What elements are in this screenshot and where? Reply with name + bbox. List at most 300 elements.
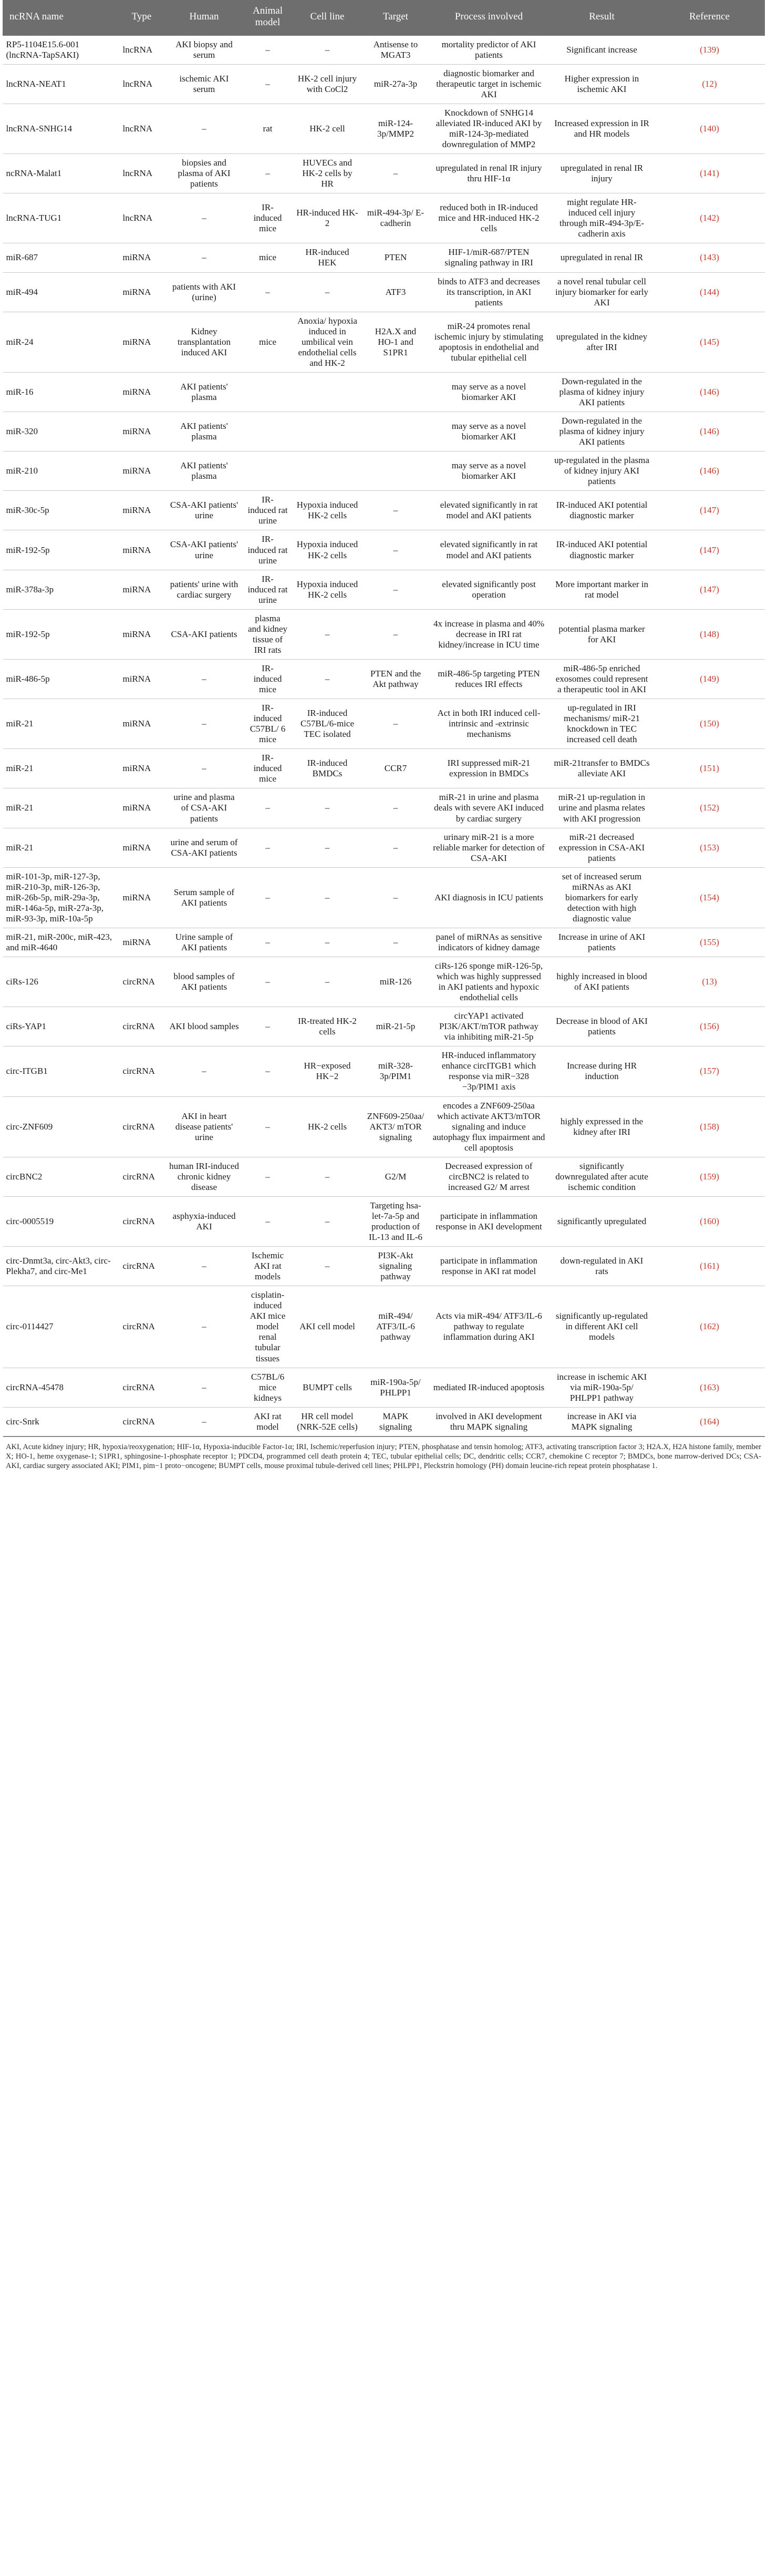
cell-target: Targeting hsa-let-7a-5p and production of IL-13 and IL-6 [363, 1196, 429, 1246]
cell-human: human IRI-induced chronic kidney disease [165, 1157, 244, 1196]
cell-human: biopsies and plasma of AKI patients [165, 154, 244, 193]
cell-type: circRNA [119, 1368, 165, 1407]
table-row [3, 749, 765, 788]
table-row [3, 659, 765, 699]
cell-animal-model: IR-induced rat urine [244, 570, 292, 609]
cell-animal-model: – [244, 788, 292, 828]
cell-target: G2/M [363, 1157, 429, 1196]
cell-reference[interactable]: (142) [655, 193, 765, 243]
cell-human: – [165, 243, 244, 272]
cell-target: ZNF609-250aa/ AKT3/ mTOR signaling [363, 1096, 429, 1157]
cell-type: circRNA [119, 1247, 165, 1286]
cell-process: encodes a ZNF609-250aa which activate AKT3/mTOR signaling and induce autophagy flux impairment and cell apoptosis [429, 1096, 550, 1157]
table-footnote: AKI, Acute kidney injury; HR, hypoxia/reoxygenation; HIF-1α, Hypoxia-inducible Factor-1α; IRI, Ischemic/reperfusion injury; PTEN, phosphatase and tensin homolog; ATF3, activating transcription factor 3; H2A.X, H2A histone family, member X; HO-1, heme oxygenase-1; S1PR1, sphingosine-1-phosphate receptor 1; PDCD4, programmed cell death protein 4; TEC, tubular epithelial cells; DC, dendritic cells; CCR7, chemokine C receptor 7; BMDCs, bone marrow-derived DCs; CSA-AKI, cardiac surgery associated AKI; PIM1, pim−1 proto−oncogene; BUMPT cells, mouse proximal tubule-derived cell lines; PHLPP1, Pleckstrin homology (PH) domain leucine-rich repeat protein phosphatase 1. [6, 1442, 761, 1471]
cell-ncrna-name: circ-0114427 [3, 1286, 119, 1368]
cell-human: CSA-AKI patients [165, 609, 244, 659]
cell-reference[interactable]: (147) [655, 530, 765, 570]
cell-reference[interactable]: (143) [655, 243, 765, 272]
cell-type: miRNA [119, 867, 165, 928]
cell-result: up-regulated in IRI mechanisms/ miR-21 knockdown in TEC increased cell death [550, 699, 655, 749]
cell-process: mortality predictor of AKI patients [429, 35, 550, 64]
cell-animal-model: – [244, 1157, 292, 1196]
cell-target: PTEN and the Akt pathway [363, 659, 429, 699]
cell-cell-line: Anoxia/ hypoxia induced in umbilical vein endothelial cells and HK-2 [292, 312, 363, 372]
cell-ncrna-name: lncRNA-NEAT1 [3, 64, 119, 104]
cell-reference[interactable]: (12) [655, 64, 765, 104]
cell-process: circYAP1 activated PI3K/AKT/mTOR pathway via inhibiting miR-21-5p [429, 1007, 550, 1046]
cell-ncrna-name: miR-16 [3, 372, 119, 412]
cell-cell-line: HK-2 cell [292, 104, 363, 153]
cell-type: circRNA [119, 1407, 165, 1436]
table-row [3, 154, 765, 193]
cell-ncrna-name: lncRNA-SNHG14 [3, 104, 119, 153]
cell-process: Act in both IRI induced cell-intrinsic and -extrinsic mechanisms [429, 699, 550, 749]
cell-animal-model: IR-induced mice [244, 193, 292, 243]
header-target: Target [363, 1, 429, 36]
cell-reference[interactable]: (151) [655, 749, 765, 788]
table-row [3, 699, 765, 749]
cell-human: Serum sample of AKI patients [165, 867, 244, 928]
cell-animal-model: cisplatin-induced AKI mice model renal tubular tissues [244, 1286, 292, 1368]
table-row [3, 412, 765, 451]
cell-process: may serve as a novel biomarker AKI [429, 451, 550, 491]
cell-result: a novel renal tubular cell injury biomarker for early AKI [550, 272, 655, 312]
cell-animal-model [244, 412, 292, 451]
cell-human: AKI biopsy and serum [165, 35, 244, 64]
cell-target: MAPK signaling [363, 1407, 429, 1436]
cell-ncrna-name: circ-Snrk [3, 1407, 119, 1436]
cell-result: highly increased in blood of AKI patients [550, 957, 655, 1007]
cell-ncrna-name: miR-101-3p, miR-127-3p, miR-210-3p, miR-126-3p, miR-26b-5p, miR-29a-3p, miR-146a-5p, miR-27a-3p, miR-93-3p, miR-10a-5p [3, 867, 119, 928]
cell-type: miRNA [119, 609, 165, 659]
cell-result: might regulate HR-induced cell injury through miR-494-3p/E-cadherin axis [550, 193, 655, 243]
table-row [3, 1196, 765, 1246]
cell-animal-model: – [244, 1046, 292, 1096]
cell-target: – [363, 788, 429, 828]
cell-process: IRI suppressed miR-21 expression in BMDCs [429, 749, 550, 788]
cell-animal-model: – [244, 828, 292, 867]
cell-animal-model: – [244, 35, 292, 64]
cell-process: diagnostic biomarker and therapeutic target in ischemic AKI [429, 64, 550, 104]
cell-reference[interactable]: (156) [655, 1007, 765, 1046]
cell-animal-model: C57BL/6 mice kidneys [244, 1368, 292, 1407]
cell-cell-line: BUMPT cells [292, 1368, 363, 1407]
cell-type: circRNA [119, 1007, 165, 1046]
cell-ncrna-name: miR-21 [3, 749, 119, 788]
cell-type: miRNA [119, 272, 165, 312]
cell-target: – [363, 491, 429, 530]
table-row [3, 957, 765, 1007]
cell-cell-line: AKI cell model [292, 1286, 363, 1368]
cell-human: asphyxia-induced AKI [165, 1196, 244, 1246]
table-row [3, 193, 765, 243]
cell-type: miRNA [119, 570, 165, 609]
cell-result: highly expressed in the kidney after IRI [550, 1096, 655, 1157]
cell-cell-line: HR-induced HK-2 [292, 193, 363, 243]
cell-cell-line: IR-induced C57BL/6-mice TEC isolated [292, 699, 363, 749]
cell-target: – [363, 867, 429, 928]
cell-cell-line: HK-2 cell injury with CoCl2 [292, 64, 363, 104]
cell-human: CSA-AKI patients' urine [165, 491, 244, 530]
table-body [3, 35, 765, 1436]
cell-result: miR-486-5p enriched exosomes could represent a therapeutic tool in AKI [550, 659, 655, 699]
cell-human: patients with AKI (urine) [165, 272, 244, 312]
table-row [3, 451, 765, 491]
cell-cell-line: – [292, 788, 363, 828]
cell-human: AKI in heart disease patients' urine [165, 1096, 244, 1157]
table-row [3, 1407, 765, 1436]
cell-animal-model: IR-induced rat urine [244, 491, 292, 530]
table-row [3, 928, 765, 957]
header-type: Type [119, 1, 165, 36]
cell-process: urinary miR-21 is a more reliable marker for detection of CSA-AKI [429, 828, 550, 867]
cell-reference[interactable]: (162) [655, 1286, 765, 1368]
header-human: Human [165, 1, 244, 36]
cell-reference[interactable]: (149) [655, 659, 765, 699]
cell-ncrna-name: circ-ITGB1 [3, 1046, 119, 1096]
cell-ncrna-name: miR-486-5p [3, 659, 119, 699]
cell-reference[interactable]: (152) [655, 788, 765, 828]
cell-animal-model: plasma and kidney tissue of IRI rats [244, 609, 292, 659]
cell-process: elevated significantly in rat model and AKI patients [429, 491, 550, 530]
cell-human: – [165, 749, 244, 788]
cell-target: – [363, 828, 429, 867]
cell-cell-line: HK-2 cells [292, 1096, 363, 1157]
header-ncrna-name: ncRNA name [3, 1, 119, 36]
header-reference: Reference [655, 1, 765, 36]
table-row [3, 372, 765, 412]
cell-result: significantly up-regulated in different AKI cell models [550, 1286, 655, 1368]
cell-type: circRNA [119, 1157, 165, 1196]
cell-result: increase in AKI via MAPK signaling [550, 1407, 655, 1436]
cell-type: circRNA [119, 1096, 165, 1157]
cell-process: may serve as a novel biomarker AKI [429, 412, 550, 451]
cell-reference[interactable]: (139) [655, 35, 765, 64]
cell-type: circRNA [119, 957, 165, 1007]
cell-type: lncRNA [119, 64, 165, 104]
cell-process: Knockdown of SNHG14 alleviated IR-induced AKI by miR-124-3p-mediated downregulation of MMP2 [429, 104, 550, 153]
cell-reference[interactable]: (150) [655, 699, 765, 749]
cell-cell-line: – [292, 272, 363, 312]
cell-type: lncRNA [119, 35, 165, 64]
cell-ncrna-name: miR-378a-3p [3, 570, 119, 609]
table-row [3, 570, 765, 609]
cell-target: – [363, 699, 429, 749]
cell-type: miRNA [119, 243, 165, 272]
cell-ncrna-name: circ-0005519 [3, 1196, 119, 1246]
header-result: Result [550, 1, 655, 36]
cell-cell-line: – [292, 828, 363, 867]
cell-type: miRNA [119, 530, 165, 570]
cell-type: miRNA [119, 828, 165, 867]
table-row [3, 35, 765, 64]
cell-target: miR-126 [363, 957, 429, 1007]
cell-cell-line: Hypoxia induced HK-2 cells [292, 530, 363, 570]
cell-ncrna-name: RP5-1104E15.6-001 (lncRNA-TapSAKI) [3, 35, 119, 64]
table-row [3, 1286, 765, 1368]
cell-reference[interactable]: (161) [655, 1247, 765, 1286]
cell-type: circRNA [119, 1286, 165, 1368]
cell-ncrna-name: circ-Dnmt3a, circ-Akt3, circ-Plekha7, and circ-Me1 [3, 1247, 119, 1286]
table-row [3, 1046, 765, 1096]
cell-target [363, 372, 429, 412]
cell-target: miR-27a-3p [363, 64, 429, 104]
cell-animal-model: IR-induced rat urine [244, 530, 292, 570]
cell-human: – [165, 1247, 244, 1286]
cell-ncrna-name: miR-30c-5p [3, 491, 119, 530]
cell-human: CSA-AKI patients' urine [165, 530, 244, 570]
cell-target: miR-494-3p/ E-cadherin [363, 193, 429, 243]
cell-target: – [363, 530, 429, 570]
cell-human: – [165, 1286, 244, 1368]
table-row [3, 828, 765, 867]
cell-process: HIF-1/miR-687/PTEN signaling pathway in IRI [429, 243, 550, 272]
cell-process: Acts via miR-494/ ATF3/IL-6 pathway to regulate inflammation during AKI [429, 1286, 550, 1368]
cell-cell-line [292, 412, 363, 451]
cell-ncrna-name: miR-21 [3, 788, 119, 828]
cell-human: urine and serum of CSA-AKI patients [165, 828, 244, 867]
cell-human: – [165, 1368, 244, 1407]
cell-process: HR-induced inflammatory enhance circITGB1 which response via miR−328 −3p/PIM1 axis [429, 1046, 550, 1096]
cell-ncrna-name: miR-192-5p [3, 609, 119, 659]
cell-human: AKI patients' plasma [165, 372, 244, 412]
cell-ncrna-name: circ-ZNF609 [3, 1096, 119, 1157]
cell-target: ATF3 [363, 272, 429, 312]
cell-result: Down-regulated in the plasma of kidney injury AKI patients [550, 372, 655, 412]
cell-process: elevated significantly post operation [429, 570, 550, 609]
cell-result: significantly downregulated after acute ischemic condition [550, 1157, 655, 1196]
cell-ncrna-name: miR-210 [3, 451, 119, 491]
cell-target: – [363, 570, 429, 609]
cell-human: Urine sample of AKI patients [165, 928, 244, 957]
table-row [3, 1007, 765, 1046]
cell-cell-line: – [292, 1157, 363, 1196]
cell-animal-model: Ischemic AKI rat models [244, 1247, 292, 1286]
cell-cell-line [292, 451, 363, 491]
cell-ncrna-name: miR-687 [3, 243, 119, 272]
cell-process: miR-486-5p targeting PTEN reduces IRI effects [429, 659, 550, 699]
cell-process: AKI diagnosis in ICU patients [429, 867, 550, 928]
cell-animal-model: IR-induced mice [244, 659, 292, 699]
cell-reference[interactable]: (163) [655, 1368, 765, 1407]
cell-process: may serve as a novel biomarker AKI [429, 372, 550, 412]
cell-process: elevated significantly in rat model and AKI patients [429, 530, 550, 570]
cell-type: lncRNA [119, 104, 165, 153]
cell-ncrna-name: miR-192-5p [3, 530, 119, 570]
header-animal-model: Animal model [244, 1, 292, 36]
cell-reference[interactable]: (145) [655, 312, 765, 372]
cell-type: miRNA [119, 451, 165, 491]
cell-target: Antisense to MGAT3 [363, 35, 429, 64]
cell-human: patients' urine with cardiac surgery [165, 570, 244, 609]
cell-result: increase in ischemic AKI via miR-190a-5p/ PHLPP1 pathway [550, 1368, 655, 1407]
cell-result: Down-regulated in the plasma of kidney injury AKI patients [550, 412, 655, 451]
cell-cell-line: Hypoxia induced HK-2 cells [292, 491, 363, 530]
cell-cell-line: – [292, 928, 363, 957]
cell-animal-model: – [244, 867, 292, 928]
cell-animal-model: – [244, 957, 292, 1007]
cell-type: miRNA [119, 788, 165, 828]
cell-type: miRNA [119, 312, 165, 372]
cell-type: miRNA [119, 699, 165, 749]
cell-result: miR-21 up-regulation in urine and plasma relates with AKI progression [550, 788, 655, 828]
cell-result: up-regulated in the plasma of kidney injury AKI patients [550, 451, 655, 491]
cell-cell-line: HR-induced HEK [292, 243, 363, 272]
cell-process: Decreased expression of circBNC2 is related to increased G2/ M arrest [429, 1157, 550, 1196]
cell-result: IR-induced AKI potential diagnostic marker [550, 491, 655, 530]
cell-type: miRNA [119, 928, 165, 957]
cell-animal-model: – [244, 154, 292, 193]
cell-animal-model: IR-induced C57BL/ 6 mice [244, 699, 292, 749]
cell-process: panel of miRNAs as sensitive indicators of kidney damage [429, 928, 550, 957]
cell-reference[interactable]: (164) [655, 1407, 765, 1436]
ncrna-table [3, 0, 765, 1437]
table-row [3, 1096, 765, 1157]
cell-cell-line: – [292, 957, 363, 1007]
cell-process: mediated IR-induced apoptosis [429, 1368, 550, 1407]
cell-process: ciRs-126 sponge miR-126-5p, which was highly suppressed in AKI patients and hypoxic endothelial cells [429, 957, 550, 1007]
cell-ncrna-name: lncRNA-TUG1 [3, 193, 119, 243]
cell-process: involved in AKI development thru MAPK signaling [429, 1407, 550, 1436]
cell-result: Increased expression in IR and HR models [550, 104, 655, 153]
cell-reference[interactable]: (140) [655, 104, 765, 153]
cell-cell-line: – [292, 1247, 363, 1286]
cell-result: Higher expression in ischemic AKI [550, 64, 655, 104]
cell-result: significantly upregulated [550, 1196, 655, 1246]
cell-result: Increase during HR induction [550, 1046, 655, 1096]
cell-human: urine and plasma of CSA-AKI patients [165, 788, 244, 828]
cell-type: miRNA [119, 372, 165, 412]
cell-result: miR-21 decreased expression in CSA-AKI patients [550, 828, 655, 867]
cell-result: miR-21transfer to BMDCs alleviate AKI [550, 749, 655, 788]
cell-target: miR-328-3p/PIM1 [363, 1046, 429, 1096]
cell-type: miRNA [119, 412, 165, 451]
table-row [3, 530, 765, 570]
cell-animal-model: IR-induced mice [244, 749, 292, 788]
cell-reference[interactable]: (153) [655, 828, 765, 867]
cell-human: ischemic AKI serum [165, 64, 244, 104]
cell-cell-line: – [292, 659, 363, 699]
cell-cell-line: – [292, 609, 363, 659]
cell-reference[interactable]: (147) [655, 491, 765, 530]
cell-animal-model [244, 372, 292, 412]
cell-result: down-regulated in AKI rats [550, 1247, 655, 1286]
cell-reference[interactable]: (154) [655, 867, 765, 928]
cell-result: set of increased serum miRNAs as AKI biomarkers for early detection with high diagnostic value [550, 867, 655, 928]
cell-human: – [165, 104, 244, 153]
cell-cell-line: – [292, 35, 363, 64]
cell-cell-line: HR−exposed HK−2 [292, 1046, 363, 1096]
cell-reference[interactable]: (147) [655, 570, 765, 609]
table-row [3, 312, 765, 372]
cell-process: upregulated in renal IR injury thru HIF-1α [429, 154, 550, 193]
cell-animal-model [244, 451, 292, 491]
table-header [3, 1, 765, 36]
cell-animal-model: – [244, 1007, 292, 1046]
cell-ncrna-name: circBNC2 [3, 1157, 119, 1196]
table-row [3, 1157, 765, 1196]
cell-ncrna-name: circRNA-45478 [3, 1368, 119, 1407]
header-row [3, 1, 765, 36]
cell-animal-model: – [244, 1096, 292, 1157]
cell-ncrna-name: miR-24 [3, 312, 119, 372]
cell-animal-model: – [244, 928, 292, 957]
cell-result: upregulated in renal IR injury [550, 154, 655, 193]
cell-ncrna-name: ciRs-YAP1 [3, 1007, 119, 1046]
cell-human: AKI patients' plasma [165, 412, 244, 451]
cell-process: miR-21 in urine and plasma deals with severe AKI induced by cardiac surgery [429, 788, 550, 828]
cell-cell-line: HUVECs and HK-2 cells by HR [292, 154, 363, 193]
cell-target: PTEN [363, 243, 429, 272]
cell-animal-model: mice [244, 312, 292, 372]
table-row [3, 272, 765, 312]
cell-target: H2A.X and HO-1 and S1PR1 [363, 312, 429, 372]
cell-reference[interactable]: (158) [655, 1096, 765, 1157]
cell-animal-model: rat [244, 104, 292, 153]
cell-reference[interactable]: (146) [655, 372, 765, 412]
cell-ncrna-name: miR-21 [3, 828, 119, 867]
cell-human: – [165, 1046, 244, 1096]
cell-reference[interactable]: (159) [655, 1157, 765, 1196]
cell-ncrna-name: miR-494 [3, 272, 119, 312]
cell-ncrna-name: miR-320 [3, 412, 119, 451]
cell-type: miRNA [119, 491, 165, 530]
cell-human: – [165, 659, 244, 699]
cell-result: upregulated in the kidney after IRI [550, 312, 655, 372]
table-row [3, 64, 765, 104]
cell-ncrna-name: miR-21, miR-200c, miR-423, and miR-4640 [3, 928, 119, 957]
cell-human: – [165, 699, 244, 749]
cell-process: participate in inflammation response in AKI rat model [429, 1247, 550, 1286]
cell-reference[interactable]: (157) [655, 1046, 765, 1096]
cell-reference[interactable]: (148) [655, 609, 765, 659]
cell-result: Significant increase [550, 35, 655, 64]
cell-ncrna-name: ncRNA-Malat1 [3, 154, 119, 193]
cell-target: miR-124-3p/MMP2 [363, 104, 429, 153]
header-cell-line: Cell line [292, 1, 363, 36]
cell-cell-line: – [292, 1196, 363, 1246]
table-row [3, 243, 765, 272]
cell-reference[interactable]: (13) [655, 957, 765, 1007]
cell-animal-model: – [244, 1196, 292, 1246]
cell-reference[interactable]: (160) [655, 1196, 765, 1246]
cell-reference[interactable]: (146) [655, 451, 765, 491]
cell-reference[interactable]: (144) [655, 272, 765, 312]
table-row [3, 491, 765, 530]
cell-animal-model: mice [244, 243, 292, 272]
table-row [3, 609, 765, 659]
cell-type: miRNA [119, 659, 165, 699]
cell-cell-line: – [292, 867, 363, 928]
cell-process: reduced both in IR-induced mice and HR-induced HK-2 cells [429, 193, 550, 243]
cell-human: AKI patients' plasma [165, 451, 244, 491]
cell-type: circRNA [119, 1196, 165, 1246]
table-row [3, 788, 765, 828]
cell-type: lncRNA [119, 154, 165, 193]
cell-animal-model: – [244, 64, 292, 104]
cell-target: CCR7 [363, 749, 429, 788]
cell-type: lncRNA [119, 193, 165, 243]
cell-reference[interactable]: (155) [655, 928, 765, 957]
cell-reference[interactable]: (141) [655, 154, 765, 193]
cell-target [363, 412, 429, 451]
cell-ncrna-name: ciRs-126 [3, 957, 119, 1007]
cell-animal-model: AKI rat model [244, 1407, 292, 1436]
cell-reference[interactable]: (146) [655, 412, 765, 451]
cell-human: Kidney transplantation induced AKI [165, 312, 244, 372]
cell-cell-line: HR cell model (NRK-52E cells) [292, 1407, 363, 1436]
cell-animal-model: – [244, 272, 292, 312]
